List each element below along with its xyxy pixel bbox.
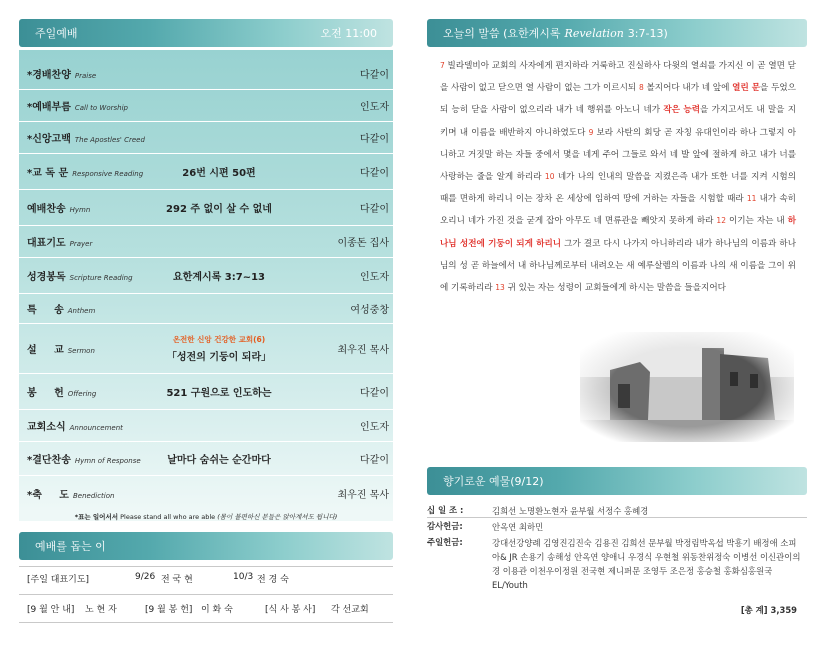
order-item-name <box>27 268 133 283</box>
order-item-detail-text: 날마다 숨쉬는 순간마다 <box>167 455 271 466</box>
order-item-kr: 설 교 <box>27 345 64 356</box>
worship-time: 오전 11:00 <box>320 27 377 40</box>
order-item-leader: 다같이 <box>360 168 389 179</box>
order-item-kr: *축 도 <box>27 490 69 501</box>
helpers-row-2 <box>19 596 393 618</box>
verse-text: 을 두었으되 능히 닫을 사람이 없으리라 내가 네 행위를 아노니 네가 <box>440 83 796 116</box>
offering-header <box>427 467 807 495</box>
order-item-name <box>27 486 114 501</box>
order-row <box>19 294 393 324</box>
order-row <box>19 190 393 226</box>
order-item-en: Benediction <box>72 492 115 500</box>
worship-order-table <box>19 50 393 510</box>
verse-text: 빌라델비아 교회의 사자에게 편지하라 거룩하고 진실하사 다윗의 열쇠를 가지신 이 곧 열면 닫을 사람이 없고 닫으면 열 사람이 없는 그가 이르시되 <box>440 61 796 94</box>
order-item-kr: *결단찬송 <box>27 455 71 466</box>
order-item-en: Praise <box>74 72 97 80</box>
order-item-kr: *경배찬양 <box>27 70 71 81</box>
order-item-en: Hymn <box>69 206 91 214</box>
order-item-kr: 교회소식 <box>27 422 66 433</box>
ruins-illustration <box>580 332 794 442</box>
order-item-name <box>27 384 96 399</box>
scripture-title: 오늘의 말씀 (요한계시록 <box>443 27 561 40</box>
order-item-kr: 성경봉독 <box>27 272 66 283</box>
order-item-en: Hymn of Response <box>74 457 141 465</box>
verse-number: 9 <box>588 127 594 137</box>
highlighted-phrase: 하나님 성전에 기둥이 되게 하리니 <box>440 216 796 249</box>
verse-text: 그가 결코 다시 나가지 아니하리라 내가 하나님의 이름과 하나님의 성 곧 하늘에서 내 하나님께로부터 내려오는 새 예루살렘의 이름과 나의 새 이름을 그이 위에 기록하리라 <box>440 238 796 294</box>
scripture-text <box>440 55 796 299</box>
order-item-en: Announcement <box>69 424 123 432</box>
date-1-label: 9/26 <box>135 572 156 582</box>
helpers-title: 예배를 돕는 이 <box>35 540 106 553</box>
order-item-name <box>27 301 95 316</box>
order-item-en: Scripture Reading <box>69 274 133 282</box>
thanks-label: 감사헌금: <box>427 521 463 531</box>
order-item-en: Call to Worship <box>74 104 128 112</box>
ruins-photo <box>580 332 794 442</box>
verse-text: 네가 나의 인내의 말씀을 지켰은즉 내가 또한 너를 지켜 시험의 때를 면하게 하리니 이는 장차 온 세상에 임하여 땅에 거하는 자들을 시험할 때라 <box>440 172 796 205</box>
verse-number: 10 <box>544 172 555 182</box>
date-2-label: 10/3 <box>233 572 254 582</box>
highlighted-phrase: 열린 문 <box>732 83 761 94</box>
order-item-detail-text: 521 구원으로 인도하는 <box>166 388 272 399</box>
meal-name: 각 선교회 <box>331 605 369 615</box>
scripture-title-en: Revelation <box>564 26 624 40</box>
verse-text: 을 가지고서도 내 말을 지키며 내 이름을 배반하지 아니하였도다 <box>440 105 796 138</box>
verse-text: 내가 속히 오리니 네가 가진 것을 굳게 잡아 아무도 네 면류관을 빼앗지 못하게 하라 <box>440 194 796 227</box>
order-item-leader: 이종돈 집사 <box>337 238 389 249</box>
order-item-kr: 대표기도 <box>27 238 66 249</box>
offering-helper-label: [9 월 봉 헌] <box>145 605 193 615</box>
order-item-en: Responsive Reading <box>72 170 144 178</box>
verse-text: 이기는 자는 내 <box>728 216 788 227</box>
order-item-en: Offering <box>67 390 97 398</box>
order-item-kr: *교 독 문 <box>27 168 69 179</box>
order-item-name <box>27 451 141 466</box>
usher-name: 노 현 자 <box>85 605 117 615</box>
order-item-leader: 여성중창 <box>350 305 389 316</box>
order-item-detail-text: 26번 시편 50편 <box>182 168 256 179</box>
order-item-name <box>27 200 90 215</box>
order-item-leader: 다같이 <box>360 70 389 81</box>
order-row <box>19 122 393 154</box>
order-item-detail <box>139 200 299 215</box>
stand-note <box>19 510 393 521</box>
order-item-detail-text: 「성전의 기둥이 되라」 <box>166 352 272 363</box>
order-item-leader: 다같이 <box>360 455 389 466</box>
order-item-name <box>27 341 95 356</box>
order-item-name <box>27 234 92 249</box>
verse-number: 11 <box>746 194 757 204</box>
order-item-kr: *신앙고백 <box>27 134 71 145</box>
order-row <box>19 476 393 512</box>
tithe-label: 십 일 조 : <box>427 505 464 515</box>
order-item-name <box>27 164 143 179</box>
order-item-detail <box>139 334 299 363</box>
order-item-leader: 최우진 목사 <box>337 490 389 501</box>
order-row <box>19 442 393 476</box>
order-item-leader: 인도자 <box>360 272 389 283</box>
helpers-header <box>19 532 393 560</box>
order-row <box>19 324 393 374</box>
highlighted-phrase: 작은 능력 <box>663 105 701 116</box>
order-item-leader: 인도자 <box>360 102 389 113</box>
order-item-kr: 예배찬송 <box>27 204 66 215</box>
order-item-leader: 인도자 <box>360 422 389 433</box>
stand-note-en: Please stand all who are able <box>120 513 216 521</box>
order-item-name <box>27 130 145 145</box>
scripture-title-ref: 3:7-13) <box>627 26 668 40</box>
order-row <box>19 410 393 442</box>
verse-number: 13 <box>495 283 505 293</box>
order-row <box>19 374 393 410</box>
date-2-name: 전 경 숙 <box>257 575 289 585</box>
verse-text: 귀 있는 자는 성령이 교회들에게 하시는 말씀을 들을지어다 <box>507 283 726 294</box>
order-item-detail-text: 292 주 없이 살 수 없네 <box>166 204 272 215</box>
verse-number: 7 <box>440 61 445 70</box>
order-item-en: The Apostles' Creed <box>74 136 145 144</box>
sermon-series: 온전한 신앙 건강한 교회(6) <box>172 335 266 344</box>
order-item-detail <box>139 451 299 466</box>
offering-helper-name: 이 화 숙 <box>201 605 233 615</box>
worship-title: 주일예배 <box>35 27 78 40</box>
order-item-detail <box>139 268 299 283</box>
stand-note-kr: (몸이 불편하신 분들은 앉아계셔도 됩니다) <box>217 513 338 521</box>
offering-total: [총 계] 3,359 <box>740 605 797 615</box>
order-row <box>19 154 393 190</box>
order-row <box>19 58 393 90</box>
stand-note-bold: *표는 일어서서 <box>74 513 119 521</box>
prayer-label: [주일 대표기도] <box>27 575 90 585</box>
verse-number: 8 <box>638 83 644 93</box>
order-item-kr: 봉 헌 <box>27 388 64 399</box>
order-item-leader: 다같이 <box>360 134 389 145</box>
order-item-name <box>27 98 128 113</box>
order-item-kr: 특 송 <box>27 305 64 316</box>
order-item-name <box>27 66 96 81</box>
worship-header <box>19 19 393 47</box>
order-item-detail <box>139 164 299 179</box>
order-item-kr: *예배부름 <box>27 102 71 113</box>
order-item-leader: 최우진 목사 <box>337 345 389 356</box>
thanks-names: 안옥연 최하민 <box>492 522 544 532</box>
order-item-detail-text: 요한계시록 3:7~13 <box>173 272 265 283</box>
verse-text: 볼지어다 내가 네 앞에 <box>646 83 733 94</box>
order-row <box>19 226 393 258</box>
sunday-label: 주일헌금: <box>427 537 463 547</box>
order-item-en: Anthem <box>67 307 96 315</box>
tithe-names: 김희선 노명환노현자 윤부월 서정수 홍혜경 <box>492 506 649 516</box>
scripture-header <box>427 19 807 47</box>
meal-label: [식 사 봉 사] <box>265 605 316 615</box>
offering-title: 향기로운 예물(9/12) <box>443 475 544 488</box>
sunday-names: 강대선강양례 김영진김진숙 김용진 김희선 문부월 박정림박옥섭 박흥기 배정애 소피아& JR 손용기 송해성 안옥연 양애니 우경식 우현철 위동찬위정숙 이병선 이신관이의경 이용관 이천우이정원 전국현 제니퍼문 조영두 조은정 홍승철 홍화심홍원국 EL/Youth <box>492 538 801 590</box>
order-row <box>19 258 393 294</box>
order-item-leader: 다같이 <box>360 204 389 215</box>
date-1-name: 전 국 현 <box>161 575 193 585</box>
order-item-en: Sermon <box>67 347 95 355</box>
order-row <box>19 90 393 122</box>
order-item-name <box>27 418 123 433</box>
usher-label: [9 월 안 내] <box>27 605 75 615</box>
order-item-leader: 다같이 <box>360 388 389 399</box>
order-item-en: Prayer <box>69 240 93 248</box>
order-item-detail <box>139 384 299 399</box>
verse-number: 12 <box>716 216 726 226</box>
helpers-row-1 <box>19 566 393 588</box>
verse-text: 보라 사탄의 회당 곧 자칭 유대인이라 하나 그렇지 아니하고 거짓말 하는 자들 중에서 몇을 네게 주어 그들로 와서 네 발 앞에 절하게 하고 내가 너를 사랑하는 줄을 알게 하리라 <box>440 127 797 183</box>
